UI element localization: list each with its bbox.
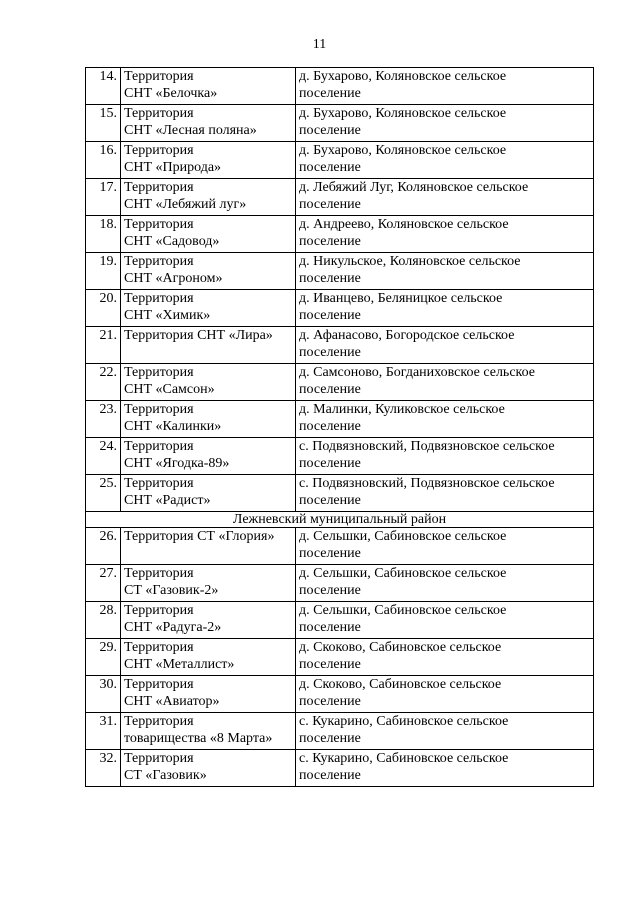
territory-name-line: СНТ «Радист» — [124, 493, 211, 508]
territory-name — [121, 713, 296, 750]
table-row — [86, 327, 594, 364]
table-row — [86, 364, 594, 401]
row-number: 30. — [86, 676, 121, 713]
territory-location-line: с. Кукарино, Сабиновское сельское — [299, 751, 509, 766]
territory-name — [121, 528, 296, 565]
territory-name — [121, 216, 296, 253]
section-row — [86, 512, 594, 528]
table-row — [86, 713, 594, 750]
territory-location-line: поселение — [299, 160, 361, 175]
territory-name-line: товарищества «8 Марта» — [124, 731, 273, 746]
territory-name — [121, 475, 296, 512]
territory-location-line: д. Сельшки, Сабиновское сельское — [299, 603, 507, 618]
territory-location-line: поселение — [299, 694, 361, 709]
territory-location-line: поселение — [299, 271, 361, 286]
territory-location-line: поселение — [299, 197, 361, 212]
table-row — [86, 750, 594, 787]
territory-location — [296, 142, 594, 179]
territory-location-line: поселение — [299, 731, 361, 746]
table-row — [86, 253, 594, 290]
territory-location-line: д. Бухарово, Коляновское сельское — [299, 106, 507, 121]
territory-name — [121, 438, 296, 475]
territory-name-line: СНТ «Авиатор» — [124, 694, 220, 709]
table-row — [86, 438, 594, 475]
row-number: 19. — [86, 253, 121, 290]
territory-location — [296, 216, 594, 253]
territory-location-line: д. Бухарово, Коляновское сельское — [299, 143, 507, 158]
territory-name — [121, 639, 296, 676]
row-number: 22. — [86, 364, 121, 401]
territory-location-line: д. Андреево, Коляновское сельское — [299, 217, 509, 232]
territory-location-line: д. Самсоново, Богданиховское сельское — [299, 365, 536, 380]
territory-location — [296, 179, 594, 216]
row-number: 21. — [86, 327, 121, 364]
territory-name — [121, 68, 296, 105]
territory-name-line: Территория — [124, 603, 194, 618]
territory-name-line: Территория СНТ «Лира» — [124, 328, 273, 343]
territory-location-line: д. Малинки, Куликовское сельское — [299, 402, 505, 417]
row-number: 28. — [86, 602, 121, 639]
territory-location-line: д. Сельшки, Сабиновское сельское — [299, 566, 507, 581]
territory-location-line: поселение — [299, 456, 361, 471]
territory-name-line: Территория — [124, 640, 194, 655]
row-number: 26. — [86, 528, 121, 565]
territory-location — [296, 438, 594, 475]
territory-location — [296, 475, 594, 512]
territory-location — [296, 676, 594, 713]
territory-location — [296, 105, 594, 142]
territory-location — [296, 327, 594, 364]
table-row — [86, 179, 594, 216]
territory-name — [121, 327, 296, 364]
territory-location-line: д. Лебяжий Луг, Коляновское сельское — [299, 180, 529, 195]
territory-location-line: поселение — [299, 123, 361, 138]
territory-location — [296, 602, 594, 639]
territory-location-line: д. Скоково, Сабиновское сельское — [299, 640, 502, 655]
territory-name-line: Территория — [124, 476, 194, 491]
row-number: 27. — [86, 565, 121, 602]
territory-location-line: с. Кукарино, Сабиновское сельское — [299, 714, 509, 729]
territory-name-line: СНТ «Радуга-2» — [124, 620, 222, 635]
row-number: 24. — [86, 438, 121, 475]
territory-location — [296, 401, 594, 438]
territory-location — [296, 364, 594, 401]
territory-location-line: поселение — [299, 86, 361, 101]
territory-name — [121, 676, 296, 713]
territory-location-line: д. Никульское, Коляновское сельское — [299, 254, 521, 269]
territory-location — [296, 290, 594, 327]
territory-name-line: Территория — [124, 69, 194, 84]
territory-name-line: Территория — [124, 365, 194, 380]
territory-name — [121, 179, 296, 216]
table-row — [86, 528, 594, 565]
table-row — [86, 290, 594, 327]
table-row — [86, 639, 594, 676]
section-header — [86, 512, 594, 528]
territory-name-line: Территория — [124, 106, 194, 121]
territory-location-line: поселение — [299, 382, 361, 397]
territory-table — [85, 67, 594, 787]
table-row — [86, 565, 594, 602]
row-number: 17. — [86, 179, 121, 216]
territory-location — [296, 713, 594, 750]
territory-location-line: поселение — [299, 657, 361, 672]
territory-name-line: СНТ «Природа» — [124, 160, 222, 175]
territory-location-line: поселение — [299, 768, 361, 783]
territory-location-line: с. Подвязновский, Подвязновское сельское — [299, 439, 555, 454]
territory-location-line: д. Иванцево, Беляницкое сельское — [299, 291, 503, 306]
row-number: 32. — [86, 750, 121, 787]
territory-name — [121, 253, 296, 290]
territory-location — [296, 68, 594, 105]
territory-location-line: поселение — [299, 546, 361, 561]
territory-name-line: СНТ «Ягодка-89» — [124, 456, 230, 471]
table-row — [86, 68, 594, 105]
territory-name-line: СНТ «Лесная поляна» — [124, 123, 257, 138]
territory-name-line: Территория — [124, 566, 194, 581]
territory-name-line: Территория — [124, 291, 194, 306]
territory-location-line: поселение — [299, 308, 361, 323]
territory-location-line: поселение — [299, 583, 361, 598]
row-number: 25. — [86, 475, 121, 512]
row-number: 14. — [86, 68, 121, 105]
territory-location-line: д. Скоково, Сабиновское сельское — [299, 677, 502, 692]
territory-name-line: Территория — [124, 677, 194, 692]
territory-name-line: Территория — [124, 217, 194, 232]
row-number: 29. — [86, 639, 121, 676]
row-number: 20. — [86, 290, 121, 327]
territory-name-line: СТ «Газовик-2» — [124, 583, 219, 598]
table-row — [86, 216, 594, 253]
territory-name-line: СНТ «Калинки» — [124, 419, 222, 434]
territory-name-line: Территория — [124, 751, 194, 766]
territory-name-line: Территория — [124, 714, 194, 729]
territory-name-line: Территория — [124, 439, 194, 454]
page-number: 11 — [312, 37, 327, 52]
territory-name-line: СНТ «Лебяжий луг» — [124, 197, 247, 212]
table-row — [86, 105, 594, 142]
territory-location — [296, 565, 594, 602]
territory-name-line: СНТ «Химик» — [124, 308, 211, 323]
territory-name-line: СНТ «Металлист» — [124, 657, 235, 672]
table-row — [86, 142, 594, 179]
territory-location-line: поселение — [299, 234, 361, 249]
territory-location-line: поселение — [299, 620, 361, 635]
table-body-a — [86, 68, 594, 512]
territory-location — [296, 750, 594, 787]
territory-name — [121, 142, 296, 179]
row-number: 16. — [86, 142, 121, 179]
table-row — [86, 475, 594, 512]
territory-location-line: поселение — [299, 493, 361, 508]
territory-name-line: СНТ «Самсон» — [124, 382, 215, 397]
territory-location — [296, 253, 594, 290]
table-body-b — [86, 528, 594, 787]
row-number: 31. — [86, 713, 121, 750]
territory-name — [121, 290, 296, 327]
territory-name — [121, 750, 296, 787]
row-number: 23. — [86, 401, 121, 438]
territory-location — [296, 639, 594, 676]
territory-name-line: Территория — [124, 143, 194, 158]
table-row — [86, 401, 594, 438]
territory-location-line: д. Сельшки, Сабиновское сельское — [299, 529, 507, 544]
territory-name-line: Территория — [124, 402, 194, 417]
territory-name — [121, 602, 296, 639]
territory-name-line: СНТ «Садовод» — [124, 234, 220, 249]
row-number: 18. — [86, 216, 121, 253]
table-row — [86, 602, 594, 639]
territory-name — [121, 565, 296, 602]
territory-name-line: Территория — [124, 254, 194, 269]
territory-name — [121, 401, 296, 438]
table-row — [86, 676, 594, 713]
territory-name-line: Территория — [124, 180, 194, 195]
territory-location-line: д. Афанасово, Богородское сельское — [299, 328, 515, 343]
territory-location-line: д. Бухарово, Коляновское сельское — [299, 69, 507, 84]
territory-name-line: СНТ «Белочка» — [124, 86, 218, 101]
territory-name-line: СНТ «Агроном» — [124, 271, 223, 286]
row-number: 15. — [86, 105, 121, 142]
territory-location-line: поселение — [299, 345, 361, 360]
territory-name — [121, 364, 296, 401]
territory-name — [121, 105, 296, 142]
territory-name-line: Территория СТ «Глория» — [124, 529, 275, 544]
territory-location — [296, 528, 594, 565]
section-title: Лежневский муниципальный район — [86, 512, 594, 528]
territory-name-line: СТ «Газовик» — [124, 768, 207, 783]
territory-location-line: с. Подвязновский, Подвязновское сельское — [299, 476, 555, 491]
territory-location-line: поселение — [299, 419, 361, 434]
